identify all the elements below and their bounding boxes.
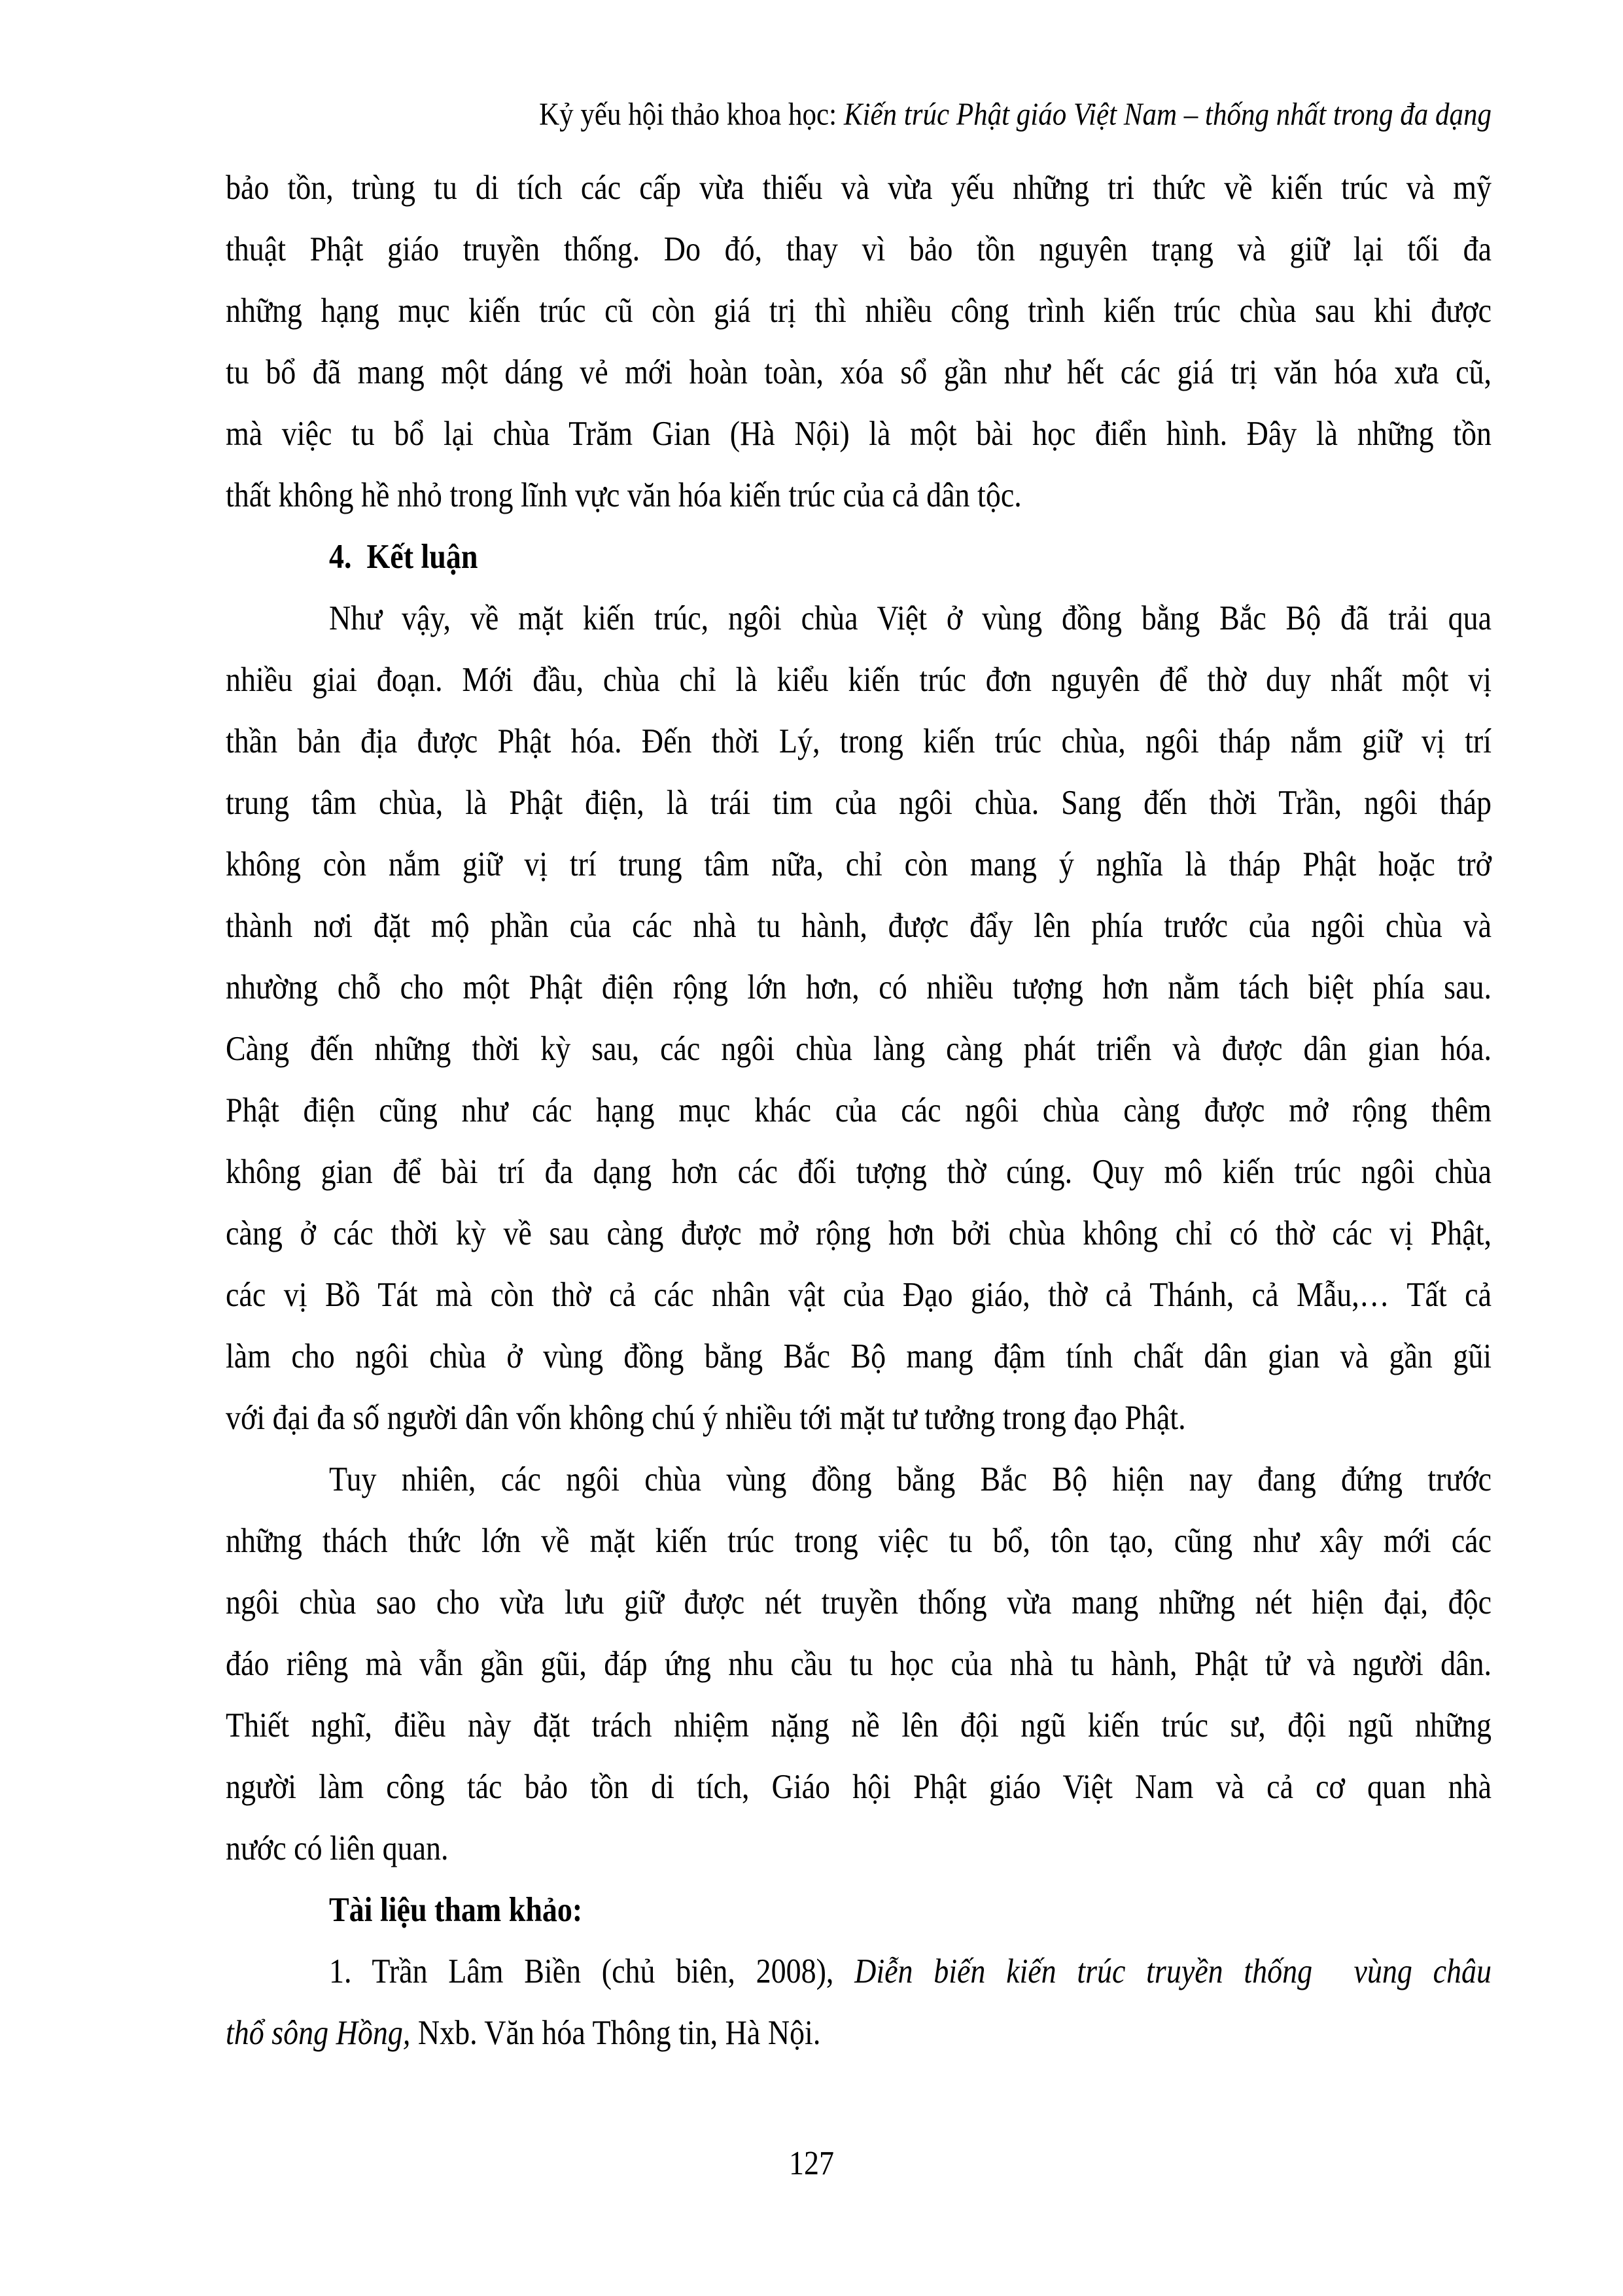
text-line (226, 398, 1492, 468)
text-line (226, 829, 1492, 899)
text-run: không còn nắm giữ vị trí trung tâm nữa, chỉ còn mang ý nghĩa là tháp Phật hoặc trở (226, 845, 1492, 883)
text-line (226, 1567, 1492, 1637)
text-run: Thiết nghĩ, điều này đặt trách nhiệm nặng nề lên đội ngũ kiến trúc sư, đội ngũ những (226, 1706, 1492, 1744)
text-run: không gian để bài trí đa dạng hơn các đối tượng thờ cúng. Quy mô kiến trúc ngôi chùa (226, 1152, 1492, 1191)
italic-text-run: Diễn biến kiến trúc truyền thống vùng châu (854, 1952, 1492, 1990)
text-line (226, 1936, 1492, 2006)
text-line (226, 1752, 1492, 1822)
text-line (226, 275, 1492, 345)
text-run: càng ở các thời kỳ về sau càng được mở rộng hơn bởi chùa không chỉ có thờ các vị Phật, (226, 1214, 1492, 1252)
text-line (226, 1321, 1492, 1391)
text-run: với đại đa số người dân vốn không chú ý nhiều tới mặt tư tưởng trong đạo Phật. (226, 1398, 1186, 1437)
text-run: nhiều giai đoạn. Mới đầu, chùa chỉ là kiểu kiến trúc đơn nguyên để thờ duy nhất một vị (226, 660, 1492, 699)
text-line (226, 214, 1492, 284)
page-number: 127 (789, 2144, 834, 2181)
text-run: những thách thức lớn về mặt kiến trúc trong việc tu bổ, tôn tạo, cũng như xây mới các (226, 1521, 1492, 1560)
text-run: làm cho ngôi chùa ở vùng đồng bằng Bắc Bộ mang đậm tính chất dân gian và gần gũi (226, 1337, 1492, 1375)
text-line (226, 1813, 1492, 1883)
body-text (226, 157, 1492, 2064)
text-run: thuật Phật giáo truyền thống. Do đó, thay vì bảo tồn nguyên trạng và giữ lại tối đa (226, 230, 1492, 268)
text-run: đáo riêng mà vẫn gần gũi, đáp ứng nhu cầu tu học của nhà tu hành, Phật tử và người dân. (226, 1644, 1492, 1683)
text-line (226, 891, 1492, 961)
text-line (226, 645, 1492, 715)
text-line (226, 1014, 1492, 1084)
section-heading (226, 1875, 1492, 1945)
text-line (226, 1444, 1492, 1514)
text-run: 1. Trần Lâm Biền (chủ biên, 2008), (329, 1952, 855, 1990)
text-line (226, 460, 1492, 530)
text-line (226, 706, 1492, 776)
text-line (226, 337, 1492, 407)
text-run: ngôi chùa sao cho vừa lưu giữ được nét truyền thống vừa mang những nét hiện đại, độc (226, 1583, 1492, 1621)
text-line (226, 1690, 1492, 1760)
text-run: trung tâm chùa, là Phật điện, là trái tim của ngôi chùa. Sang đến thời Trần, ngôi tháp (226, 783, 1492, 822)
text-line (226, 583, 1492, 653)
running-header (226, 96, 1492, 134)
text-run: thất không hề nhỏ trong lĩnh vực văn hóa kiến trúc của cả dân tộc. (226, 476, 1022, 514)
text-run: các vị Bồ Tát mà còn thờ cả các nhân vật của Đạo giáo, thờ cả Thánh, cả Mẫu,… Tất cả (226, 1275, 1492, 1314)
running-header-series: Kỷ yếu hội thảo khoa học: (539, 97, 844, 132)
italic-text-run: thổ sông Hồng, (226, 2013, 411, 2052)
text-line (226, 1998, 1492, 2068)
text-run: thành nơi đặt mộ phần của các nhà tu hành, được đẩy lên phía trước của ngôi chùa và (226, 906, 1492, 945)
text-run: người làm công tác bảo tồn di tích, Giáo hội Phật giáo Việt Nam và cả cơ quan nhà (226, 1767, 1492, 1806)
text-run: Tài liệu tham khảo: (329, 1890, 583, 1929)
text-run: nước có liên quan. (226, 1829, 449, 1867)
text-line (226, 1506, 1492, 1576)
text-run: những hạng mục kiến trúc cũ còn giá trị thì nhiều công trình kiến trúc chùa sau khi được (226, 291, 1492, 330)
text-line (226, 1629, 1492, 1699)
text-line (226, 1260, 1492, 1330)
text-run: nhường chỗ cho một Phật điện rộng lớn hơn, có nhiều tượng hơn nằm tách biệt phía sau. (226, 968, 1492, 1006)
text-run: tu bổ đã mang một dáng vẻ mới hoàn toàn, xóa sổ gần như hết các giá trị văn hóa xưa cũ, (226, 353, 1492, 391)
text-run: Phật điện cũng như các hạng mục khác của các ngôi chùa càng được mở rộng thêm (226, 1091, 1492, 1129)
text-run: thần bản địa được Phật hóa. Đến thời Lý, trong kiến trúc chùa, ngôi tháp nắm giữ vị trí (226, 722, 1492, 760)
text-line (226, 1383, 1492, 1453)
text-line (226, 152, 1492, 222)
section-heading (226, 521, 1492, 592)
text-line (226, 768, 1492, 838)
text-run: Càng đến những thời kỳ sau, các ngôi chùa làng càng phát triển và được dân gian hóa. (226, 1029, 1492, 1068)
text-run: Nxb. Văn hóa Thông tin, Hà Nội. (410, 2013, 821, 2052)
text-line (226, 1198, 1492, 1268)
text-run: 4. Kết luận (329, 537, 478, 576)
text-line (226, 952, 1492, 1022)
text-run: Tuy nhiên, các ngôi chùa vùng đồng bằng Bắc Bộ hiện nay đang đứng trước (329, 1460, 1492, 1498)
text-run: mà việc tu bổ lại chùa Trăm Gian (Hà Nội) là một bài học điển hình. Đây là những tồn (226, 414, 1492, 453)
text-run: bảo tồn, trùng tu di tích các cấp vừa thiếu và vừa yếu những tri thức về kiến trúc và mỹ (226, 168, 1492, 207)
text-line (226, 1137, 1492, 1207)
text-line (226, 1075, 1492, 1145)
text-run: Như vậy, về mặt kiến trúc, ngôi chùa Việt ở vùng đồng bằng Bắc Bộ đã trải qua (329, 599, 1492, 637)
running-header-title: Kiến trúc Phật giáo Việt Nam – thống nhất trong đa dạng (843, 97, 1492, 132)
